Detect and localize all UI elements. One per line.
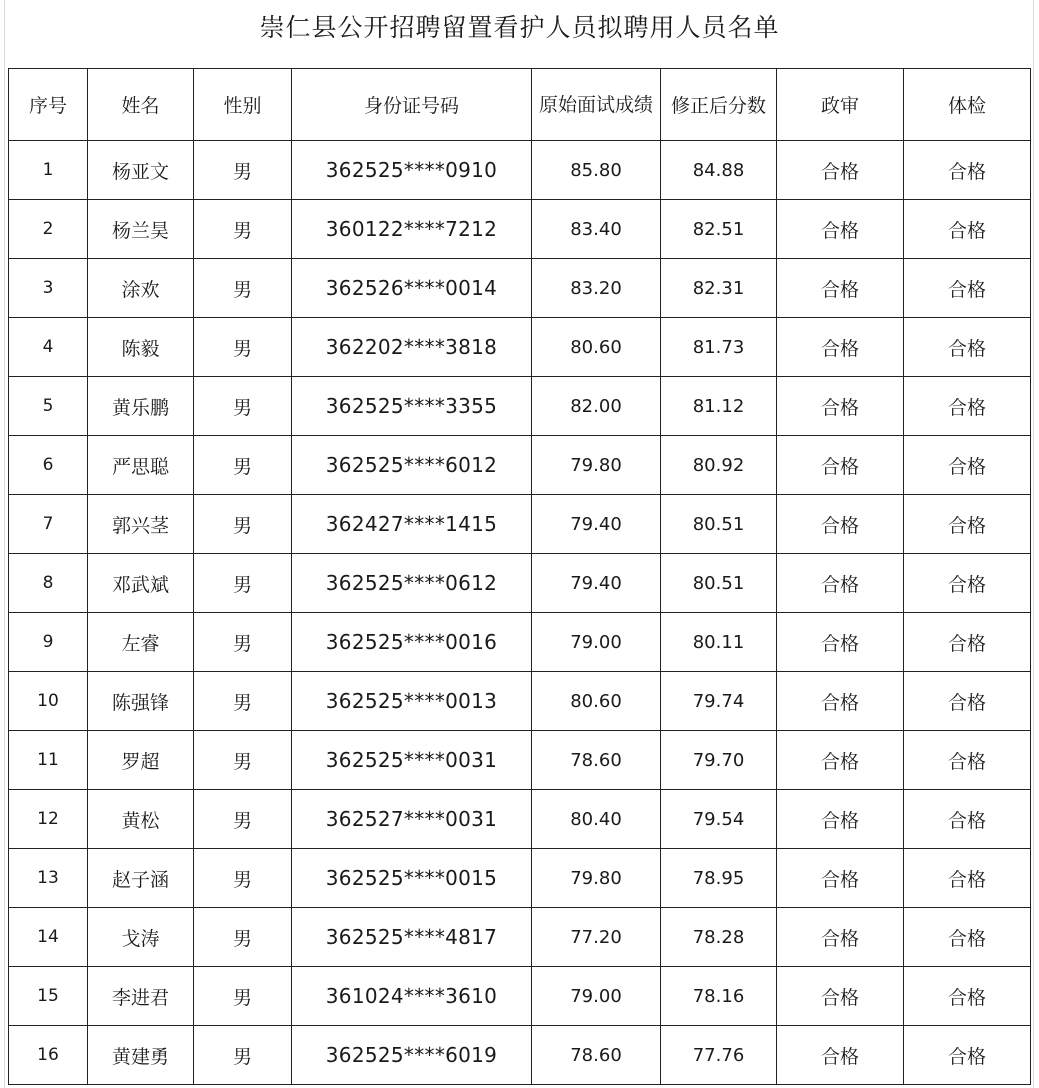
medical-exam-cell: 合格 — [904, 259, 1031, 318]
political-review-cell: 合格 — [777, 141, 904, 200]
serial-no-cell: 15 — [9, 967, 88, 1026]
medical-exam-cell: 合格 — [904, 554, 1031, 613]
medical-exam-cell: 合格 — [904, 1026, 1031, 1085]
gender-cell: 男 — [194, 495, 292, 554]
gender-cell: 男 — [194, 849, 292, 908]
medical-exam-cell: 合格 — [904, 672, 1031, 731]
id-number-cell: 361024****3610 — [292, 967, 532, 1026]
name-cell: 杨亚文 — [88, 141, 194, 200]
id-number-cell: 362202****3818 — [292, 318, 532, 377]
name-cell: 左睿 — [88, 613, 194, 672]
political-review-cell: 合格 — [777, 259, 904, 318]
political-review-cell: 合格 — [777, 200, 904, 259]
political-review-cell: 合格 — [777, 436, 904, 495]
adjusted-score-cell: 78.28 — [661, 908, 777, 967]
raw-score-cell: 85.80 — [532, 141, 661, 200]
table-row — [9, 613, 1031, 672]
political-review-cell: 合格 — [777, 495, 904, 554]
name-cell: 杨兰昊 — [88, 200, 194, 259]
gender-cell: 男 — [194, 1026, 292, 1085]
gender-cell: 男 — [194, 200, 292, 259]
gender-cell: 男 — [194, 672, 292, 731]
raw-score-cell: 82.00 — [532, 377, 661, 436]
adjusted-score-cell: 80.92 — [661, 436, 777, 495]
raw-score-cell: 80.60 — [532, 318, 661, 377]
table-row — [9, 967, 1031, 1026]
table-row — [9, 731, 1031, 790]
header-serial-no: 序号 — [9, 69, 88, 141]
adjusted-score-cell: 80.51 — [661, 495, 777, 554]
medical-exam-cell: 合格 — [904, 200, 1031, 259]
table-body — [9, 141, 1031, 1085]
political-review-cell: 合格 — [777, 672, 904, 731]
serial-no-cell: 8 — [9, 554, 88, 613]
table-row — [9, 200, 1031, 259]
adjusted-score-cell: 82.31 — [661, 259, 777, 318]
id-number-cell: 362526****0014 — [292, 259, 532, 318]
id-number-cell: 362525****6012 — [292, 436, 532, 495]
raw-score-cell: 79.80 — [532, 436, 661, 495]
political-review-cell: 合格 — [777, 1026, 904, 1085]
serial-no-cell: 9 — [9, 613, 88, 672]
medical-exam-cell: 合格 — [904, 141, 1031, 200]
gender-cell: 男 — [194, 259, 292, 318]
table-row — [9, 1026, 1031, 1085]
serial-no-cell: 16 — [9, 1026, 88, 1085]
raw-score-cell: 79.00 — [532, 967, 661, 1026]
serial-no-cell: 6 — [9, 436, 88, 495]
medical-exam-cell: 合格 — [904, 436, 1031, 495]
id-number-cell: 362527****0031 — [292, 790, 532, 849]
header-gender: 性别 — [194, 69, 292, 141]
table-row — [9, 849, 1031, 908]
raw-score-cell: 79.00 — [532, 613, 661, 672]
gender-cell: 男 — [194, 613, 292, 672]
raw-score-cell: 79.80 — [532, 849, 661, 908]
adjusted-score-cell: 82.51 — [661, 200, 777, 259]
name-cell: 戈涛 — [88, 908, 194, 967]
sheet-gridline-left — [4, 0, 5, 1088]
raw-score-cell: 77.20 — [532, 908, 661, 967]
serial-no-cell: 2 — [9, 200, 88, 259]
id-number-cell: 362525****0013 — [292, 672, 532, 731]
table-row — [9, 436, 1031, 495]
raw-score-cell: 80.60 — [532, 672, 661, 731]
id-number-cell: 362525****0612 — [292, 554, 532, 613]
raw-score-cell: 83.20 — [532, 259, 661, 318]
id-number-cell: 362525****0910 — [292, 141, 532, 200]
serial-no-cell: 10 — [9, 672, 88, 731]
header-id-number: 身份证号码 — [292, 69, 532, 141]
gender-cell: 男 — [194, 436, 292, 495]
header-name: 姓名 — [88, 69, 194, 141]
political-review-cell: 合格 — [777, 967, 904, 1026]
serial-no-cell: 5 — [9, 377, 88, 436]
id-number-cell: 362525****0031 — [292, 731, 532, 790]
serial-no-cell: 3 — [9, 259, 88, 318]
political-review-cell: 合格 — [777, 790, 904, 849]
medical-exam-cell: 合格 — [904, 849, 1031, 908]
table-row — [9, 495, 1031, 554]
table-row — [9, 908, 1031, 967]
gender-cell: 男 — [194, 141, 292, 200]
political-review-cell: 合格 — [777, 377, 904, 436]
political-review-cell: 合格 — [777, 731, 904, 790]
gender-cell: 男 — [194, 377, 292, 436]
gender-cell: 男 — [194, 554, 292, 613]
table-row — [9, 790, 1031, 849]
political-review-cell: 合格 — [777, 554, 904, 613]
serial-no-cell: 12 — [9, 790, 88, 849]
name-cell: 李进君 — [88, 967, 194, 1026]
adjusted-score-cell: 81.73 — [661, 318, 777, 377]
gender-cell: 男 — [194, 790, 292, 849]
political-review-cell: 合格 — [777, 849, 904, 908]
raw-score-cell: 78.60 — [532, 1026, 661, 1085]
adjusted-score-cell: 78.95 — [661, 849, 777, 908]
id-number-cell: 362525****4817 — [292, 908, 532, 967]
adjusted-score-cell: 84.88 — [661, 141, 777, 200]
name-cell: 陈强锋 — [88, 672, 194, 731]
name-cell: 黄松 — [88, 790, 194, 849]
serial-no-cell: 14 — [9, 908, 88, 967]
gender-cell: 男 — [194, 731, 292, 790]
name-cell: 黄建勇 — [88, 1026, 194, 1085]
medical-exam-cell: 合格 — [904, 908, 1031, 967]
adjusted-score-cell: 80.11 — [661, 613, 777, 672]
adjusted-score-cell: 79.70 — [661, 731, 777, 790]
header-adjusted-score: 修正后分数 — [661, 69, 777, 141]
adjusted-score-cell: 81.12 — [661, 377, 777, 436]
id-number-cell: 362525****0016 — [292, 613, 532, 672]
political-review-cell: 合格 — [777, 908, 904, 967]
serial-no-cell: 1 — [9, 141, 88, 200]
medical-exam-cell: 合格 — [904, 790, 1031, 849]
medical-exam-cell: 合格 — [904, 495, 1031, 554]
adjusted-score-cell: 77.76 — [661, 1026, 777, 1085]
name-cell: 严思聪 — [88, 436, 194, 495]
adjusted-score-cell: 80.51 — [661, 554, 777, 613]
table-row — [9, 318, 1031, 377]
table-row — [9, 141, 1031, 200]
raw-score-cell: 79.40 — [532, 554, 661, 613]
name-cell: 陈毅 — [88, 318, 194, 377]
hire-list-table — [8, 68, 1031, 1085]
header-political-review: 政审 — [777, 69, 904, 141]
raw-score-cell: 83.40 — [532, 200, 661, 259]
id-number-cell: 362427****1415 — [292, 495, 532, 554]
table-header-row — [9, 69, 1031, 141]
table-row — [9, 672, 1031, 731]
gender-cell: 男 — [194, 318, 292, 377]
id-number-cell: 362525****6019 — [292, 1026, 532, 1085]
name-cell: 黄乐鹏 — [88, 377, 194, 436]
adjusted-score-cell: 79.74 — [661, 672, 777, 731]
political-review-cell: 合格 — [777, 613, 904, 672]
adjusted-score-cell: 79.54 — [661, 790, 777, 849]
medical-exam-cell: 合格 — [904, 967, 1031, 1026]
sheet-gridline-right — [1033, 0, 1034, 1088]
adjusted-score-cell: 78.16 — [661, 967, 777, 1026]
medical-exam-cell: 合格 — [904, 318, 1031, 377]
medical-exam-cell: 合格 — [904, 731, 1031, 790]
header-raw-interview-score: 原始面试成绩 — [532, 69, 661, 141]
name-cell: 邓武斌 — [88, 554, 194, 613]
name-cell: 罗超 — [88, 731, 194, 790]
page-title: 崇仁县公开招聘留置看护人员拟聘用人员名单 — [259, 13, 780, 42]
medical-exam-cell: 合格 — [904, 377, 1031, 436]
table-row — [9, 259, 1031, 318]
raw-score-cell: 78.60 — [532, 731, 661, 790]
name-cell: 涂欢 — [88, 259, 194, 318]
id-number-cell: 362525****3355 — [292, 377, 532, 436]
serial-no-cell: 7 — [9, 495, 88, 554]
name-cell: 赵子涵 — [88, 849, 194, 908]
name-cell: 郭兴茎 — [88, 495, 194, 554]
gender-cell: 男 — [194, 908, 292, 967]
medical-exam-cell: 合格 — [904, 613, 1031, 672]
header-medical-exam: 体检 — [904, 69, 1031, 141]
political-review-cell: 合格 — [777, 318, 904, 377]
serial-no-cell: 4 — [9, 318, 88, 377]
raw-score-cell: 79.40 — [532, 495, 661, 554]
table-row — [9, 377, 1031, 436]
id-number-cell: 360122****7212 — [292, 200, 532, 259]
raw-score-cell: 80.40 — [532, 790, 661, 849]
gender-cell: 男 — [194, 967, 292, 1026]
id-number-cell: 362525****0015 — [292, 849, 532, 908]
serial-no-cell: 13 — [9, 849, 88, 908]
serial-no-cell: 11 — [9, 731, 88, 790]
table-row — [9, 554, 1031, 613]
